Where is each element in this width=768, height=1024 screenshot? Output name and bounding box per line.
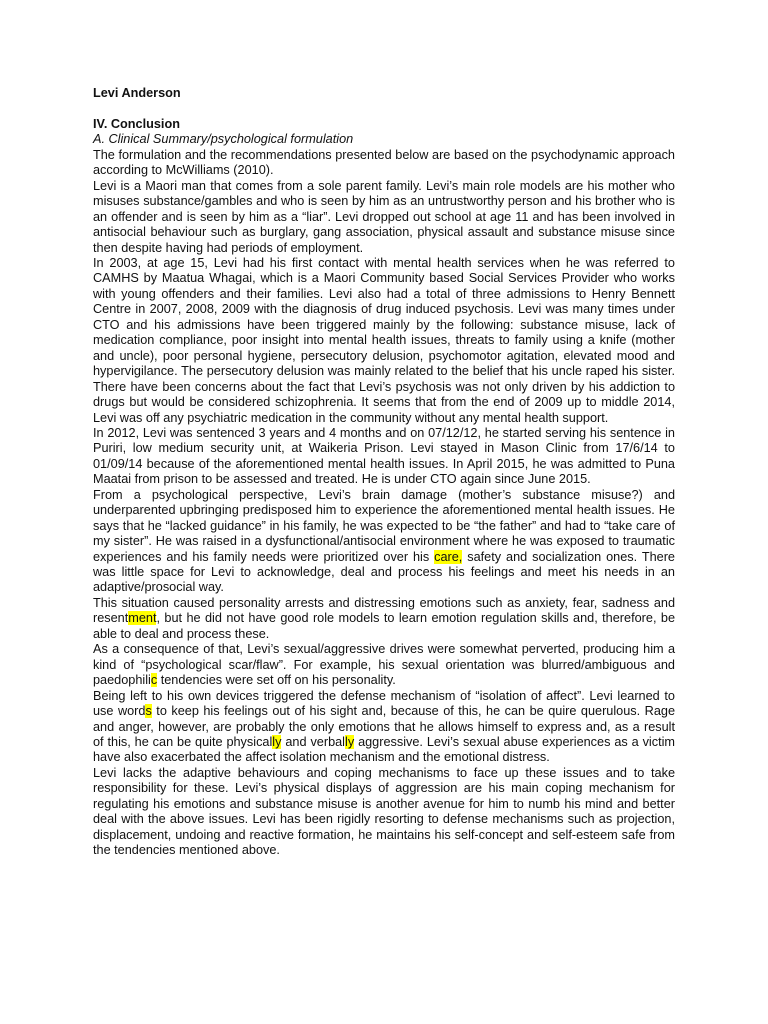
paragraph-text: As a consequence of that, Levi’s sexual/aggressive drives were somewhat perverted, producing him a kind of “psychological scar/flaw”. For example, his sexual orientation was blurred/ambiguous and paedophili [93, 642, 675, 688]
paragraph-text: Levi lacks the adaptive behaviours and coping mechanisms to face up these issues and to take responsibility for these. Levi’s physical displays of aggression are his main coping mechanism for regulating his emotions and substance misuse is another avenue for him to numb his mind and better deal with the above issues. Levi has been rigidly resorting to defense mechanisms such as projection, displacement, undoing and reactive formation, he maintains his self-concept and self-esteem safe from the tendencies mentioned above. [93, 765, 675, 858]
paragraph-text: Levi is a Maori man that comes from a sole parent family. Levi’s main role models are his mother who misuses substance/gambles and who is seen by him as an untrustworthy person and his brother who is an offender and is seen by him as a “liar”. Levi dropped out school at age 11 and has been involved in antisocial behaviour such as burglary, gang association, physical assault and substance misuse since then despite having had periods of employment. [93, 178, 675, 255]
highlighted-text: s [145, 704, 152, 719]
paragraph [93, 596, 675, 642]
paragraph-text: This situation caused personality arrests and distressing emotions such as anxiety, fear, sadness and resent [93, 595, 675, 626]
paragraph [93, 426, 675, 488]
paragraph-text: Being left to his own devices triggered the defense mechanism of “isolation of affect”. Levi learned to use word [93, 688, 675, 719]
paragraph [93, 148, 675, 179]
paragraph-text: to keep his feelings out of his sight and, because of this, he can be quire querulous. Rage and anger, however, are probably the only emotions that he allows himself to express and, as a result of this, he can be quite physical [93, 704, 675, 750]
highlighted-text: c [150, 673, 158, 688]
paragraph [93, 689, 675, 766]
document-body [93, 148, 675, 859]
paragraph-text: and verbal [281, 735, 345, 750]
document-page [93, 86, 675, 859]
paragraph [93, 179, 675, 256]
highlighted-text: ly [272, 735, 282, 750]
paragraph [93, 488, 675, 596]
paragraph-text: tendencies were set off on his personality. [157, 673, 396, 688]
paragraph-text: The formulation and the recommendations presented below are based on the psychodynamic approach according to McWilliams (2010). [93, 147, 675, 178]
paragraph [93, 766, 675, 859]
subsection-heading: A. Clinical Summary/psychological formulation [93, 132, 354, 147]
paragraph-text: From a psychological perspective, Levi’s brain damage (mother’s substance misuse?) and underparented upbringing predisposed him to experience the aforementioned mental health issues. He says that he “lacked guidance” in his family, he was expected to be “the father” and had to “take care of my sister”. He was raised in a dysfunctional/antisocial environment where he was exposed to traumatic experiences and his family needs were prioritized over his [93, 487, 675, 564]
document-title: Levi Anderson [93, 86, 181, 100]
paragraph-text: aggressive. Levi’s sexual abuse experiences as a victim have also exacerbated the affect isolation mechanism and the emotional distress. [93, 735, 675, 765]
paragraph-text: In 2012, Levi was sentenced 3 years and 4 months and on 07/12/12, he started serving his sentence in Puriri, low medium security unit, at Waikeria Prison. Levi stayed in Mason Clinic from 17/6/14 to 01/09/14 because of the aforementioned mental health issues. In April 2015, he was admitted to Puna Maatai from prison to be assessed and treated. He is under CTO again since June 2015. [93, 425, 675, 487]
highlighted-text: ly [345, 735, 355, 750]
highlighted-text: ment [128, 611, 157, 626]
paragraph [93, 256, 675, 426]
paragraph-text: , but he did not have good role models to learn emotion regulation skills and, therefore, be able to deal and process these. [93, 611, 675, 641]
paragraph-text: In 2003, at age 15, Levi had his first contact with mental health services when he was referred to CAMHS by Maatua Whagai, which is a Maori Community based Social Services Provider who works with young offenders and their families. Levi also had a total of three admissions to Henry Bennett Centre in 2007, 2008, 2009 with the diagnosis of drug induced psychosis. Levi was many times under CTO and his admissions have been triggered mainly by the following: substance misuse, lack of medication compliance, poor insight into mental health issues, threats to family using a knife (mother and uncle), poor personal hygiene, persecutory delusion, psychomotor agitation, elevated mood and hypervigilance. The persecutory delusion was mainly related to the belief that his uncle raped his sister. There have been concerns about the fact that Levi’s psychosis was not only driven by his addiction to drugs but would be considered schizophrenia. It seems that from the end of 2009 up to middle 2014, Levi was off any psychiatric medication in the community without any mental health support. [93, 255, 675, 425]
section-heading: IV. Conclusion [93, 116, 180, 131]
highlighted-text: care, [434, 549, 463, 564]
paragraph [93, 642, 675, 688]
paragraph-text: safety and socialization ones. There was little space for Levi to acknowledge, deal and process his feelings and meet his needs in an adaptive/prosocial way. [93, 549, 675, 595]
